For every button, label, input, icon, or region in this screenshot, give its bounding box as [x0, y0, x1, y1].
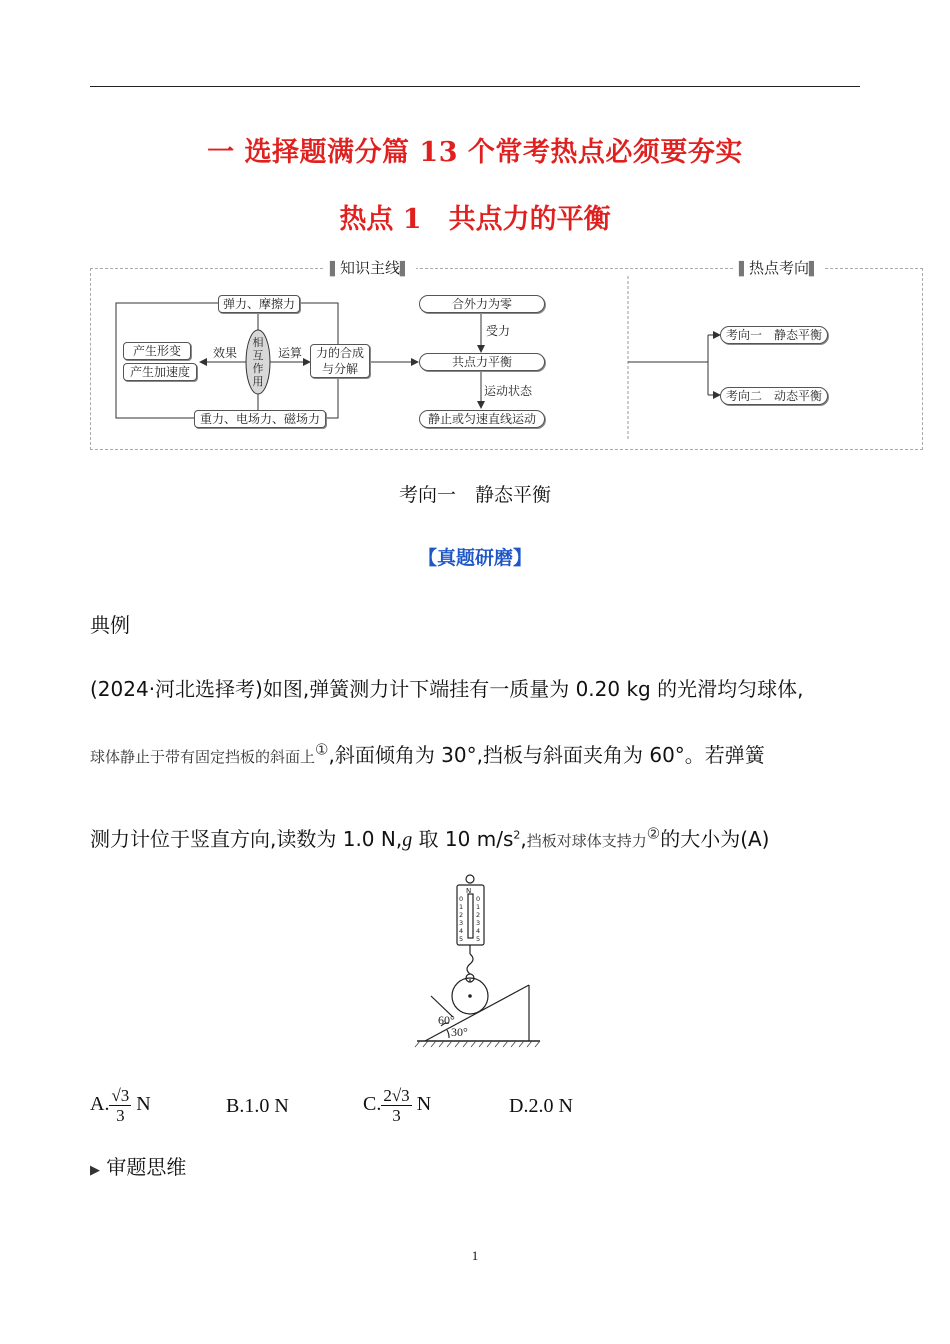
- knowledge-line-heading: ▌ 知识主线 ▌: [324, 257, 416, 278]
- node-equilibrium: 共点力平衡: [419, 353, 545, 371]
- option-d[interactable]: D.2.0 N: [509, 1095, 573, 1117]
- svg-text:5: 5: [476, 935, 481, 943]
- option-c-numerator: 2√3: [383, 1086, 410, 1105]
- comma: ,: [520, 827, 527, 851]
- section-heading: 考向一 静态平衡: [398, 484, 551, 506]
- angle-30-label: 30°: [451, 1025, 468, 1039]
- svg-text:2: 2: [476, 911, 481, 919]
- problem-text-1: (2024·河北选择考)如图,弹簧测力计下端挂有一质量为 0.20 kg 的光滑均匀球体,: [90, 677, 804, 701]
- angle-60-label: 60°: [438, 1013, 455, 1027]
- node-deformation: 产生形变: [123, 342, 191, 360]
- node-elastic-friction: 弹力、摩擦力: [218, 295, 300, 313]
- node-field-forces: 重力、电场力、磁场力: [194, 410, 326, 428]
- svg-text:5: 5: [459, 935, 464, 943]
- hot-direction-heading: ▌ 热点考向 ▌: [733, 257, 825, 278]
- node-motion-result: 静止或匀速直线运动: [419, 410, 545, 428]
- svg-text:1: 1: [459, 903, 464, 911]
- option-c-prefix: C.: [363, 1093, 382, 1116]
- spring-scale-ticks: [459, 895, 480, 943]
- option-a-prefix: A.: [90, 1093, 110, 1116]
- option-a[interactable]: [90, 1086, 151, 1125]
- option-a-numerator: √3: [111, 1086, 130, 1105]
- svg-text:2: 2: [459, 911, 464, 919]
- node-direction-two: 考向二 动态平衡: [720, 387, 828, 405]
- svg-text:4: 4: [459, 927, 464, 935]
- label-effect: 效果: [213, 346, 238, 360]
- node-interaction: 相互作用: [252, 336, 264, 388]
- option-c-denominator: 3: [392, 1106, 401, 1125]
- annotation-mark-2: ②: [646, 824, 661, 843]
- spring-n-label: N: [466, 887, 472, 895]
- problem-text-3a: 测力计位于竖直方向,读数为 1.0 N,: [90, 827, 403, 851]
- page-title: 一 选择题满分篇 13 个常考热点必须要夯实: [207, 137, 743, 168]
- thinking-label: 审题思维: [106, 1155, 187, 1179]
- svg-text:1: 1: [476, 903, 481, 911]
- svg-text:4: 4: [476, 927, 481, 935]
- node-net-force-zero: 合外力为零: [419, 295, 545, 313]
- g-symbol: g: [402, 829, 413, 851]
- node-composition: 力的合成与分解: [310, 344, 370, 378]
- problem-line-1: [90, 673, 803, 702]
- hotspot-title: 热点 1 共点力的平衡: [339, 204, 611, 235]
- problem-text-3b: 取 10 m/s: [412, 827, 514, 851]
- thinking-heading: [90, 1151, 186, 1180]
- triangle-icon: ▶: [90, 1163, 100, 1178]
- svg-text:3: 3: [476, 919, 481, 927]
- real-question-tag: 【真题研磨】: [417, 547, 532, 569]
- node-acceleration: 产生加速度: [123, 363, 197, 381]
- svg-text:3: 3: [459, 919, 464, 927]
- label-motion-state: 运动状态: [484, 384, 533, 398]
- option-b[interactable]: B.1.0 N: [226, 1095, 289, 1117]
- option-c[interactable]: [363, 1086, 431, 1125]
- problem-line-3: [90, 823, 770, 852]
- label-operation: 运算: [278, 346, 303, 360]
- node-direction-one: 考向一 静态平衡: [720, 326, 828, 344]
- physics-figure: [405, 872, 555, 1052]
- problem-line-2: [90, 739, 765, 768]
- option-c-fraction: [381, 1086, 411, 1125]
- problem-text-3c: 的大小为(A): [660, 827, 770, 851]
- example-label: 典例: [90, 613, 130, 637]
- label-stress: 受力: [486, 324, 511, 338]
- problem-text-2: ,斜面倾角为 30°,挡板与斜面夹角为 60°。若弹簧: [328, 743, 765, 767]
- page-number: 1: [471, 1248, 479, 1263]
- option-a-fraction: [109, 1086, 131, 1125]
- annotated-phrase-1: 球体静止于带有固定挡板的斜面上: [90, 748, 316, 766]
- exponent: 2: [513, 828, 521, 842]
- svg-text:0: 0: [476, 895, 481, 903]
- option-a-denominator: 3: [116, 1106, 125, 1125]
- svg-text:0: 0: [459, 895, 464, 903]
- annotation-mark-1: ①: [315, 740, 329, 759]
- annotated-phrase-2: 挡板对球体支持力: [526, 832, 647, 850]
- option-c-unit: N: [411, 1093, 432, 1116]
- option-a-unit: N: [131, 1093, 151, 1116]
